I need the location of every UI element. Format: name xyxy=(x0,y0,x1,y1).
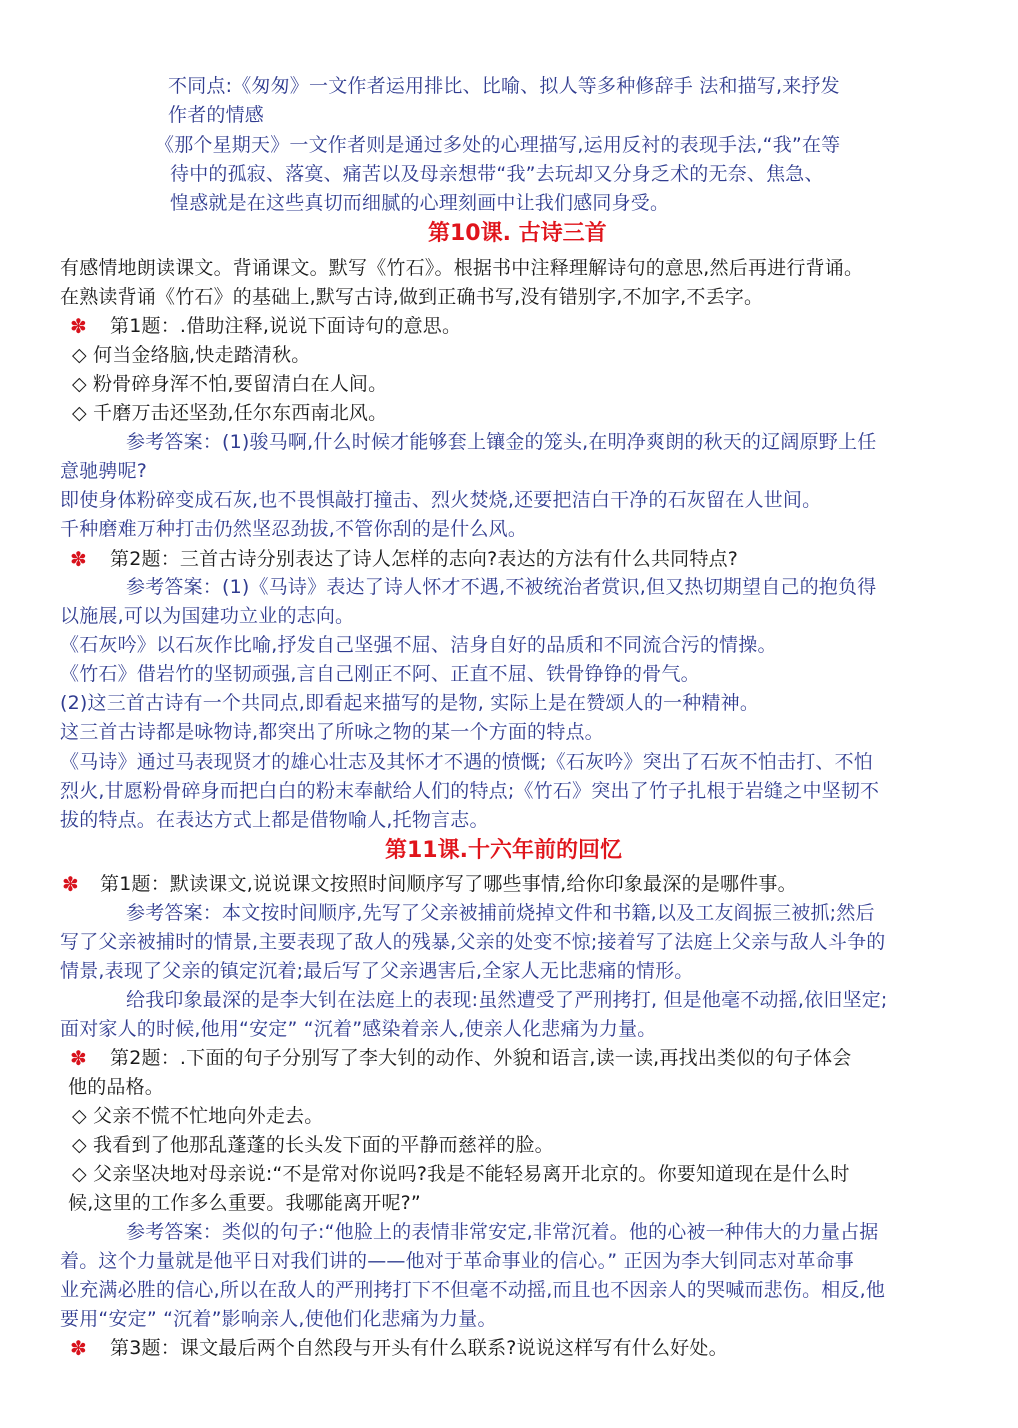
lesson10-a2-line: 拔的特点。在表达方式上都是借物喻人,托物言志。 xyxy=(60,809,489,831)
lesson10-intro-1: 有感情地朗读课文。背诵课文。默写《竹石》。根据书中注释理解诗句的意思,然后再进行背诵。 xyxy=(60,257,864,279)
lesson11-a1-line: 参考答案：本文按时间顺序,先写了父亲被捕前烧掉文件和书籍,以及工友阎振三被抓;然后 xyxy=(126,902,875,924)
lesson10-a1-line: 即使身体粉碎变成石灰,也不畏惧敲打撞击、烈火焚烧,还要把洁白干净的石灰留在人世间。 xyxy=(60,489,822,511)
intro-line-3: 《那个星期天》一文作者则是通过多处的心理描写,运用反衬的表现手法,“我”在等 xyxy=(155,134,841,156)
intro-line-4: 待中的孤寂、落寞、痛苦以及母亲想带“我”去玩却又分身乏术的无奈、焦急、 xyxy=(170,163,824,185)
lesson11-q2: 他的品格。 xyxy=(68,1076,165,1098)
flower-bullet-icon: ✽ xyxy=(70,1046,87,1070)
lesson11-title: 第11课.十六年前的回忆 xyxy=(385,838,622,863)
lesson10-a2-line: (2)这三首古诗有一个共同点,即看起来描写的是物, 实际上是在赞颂人的一种精神。 xyxy=(60,692,760,714)
flower-bullet-icon: ✽ xyxy=(70,314,87,338)
lesson10-a2-line: 参考答案：(1)《马诗》表达了诗人怀才不遇,不被统治者赏识,但又热切期望自己的抱负得 xyxy=(126,576,877,598)
lesson10-a1-line: 千种磨难万种打击仍然坚忍劲拔,不管你刮的是什么风。 xyxy=(60,518,528,540)
flower-bullet-icon: ✽ xyxy=(70,1336,87,1360)
lesson11-q2-item: ◇ 我看到了他那乱蓬蓬的长头发下面的平静而慈祥的脸。 xyxy=(72,1134,554,1156)
lesson11-a1-line: 面对家人的时候,他用“安定” “沉着”感染着亲人,使亲人化悲痛为力量。 xyxy=(60,1018,657,1040)
flower-bullet-icon: ✽ xyxy=(70,547,87,571)
lesson10-q2: 第2题：三首古诗分别表达了诗人怎样的志向?表达的方法有什么共同特点? xyxy=(110,548,739,570)
intro-line-1: 不同点:《匆匆》一文作者运用排比、比喻、拟人等多种修辞手 法和描写,来抒发 xyxy=(168,75,840,97)
flower-bullet-icon: ✽ xyxy=(62,872,79,896)
lesson10-a1-line: 意驰骋呢? xyxy=(60,460,148,482)
lesson10-a2-line: 烈火,甘愿粉骨碎身而把白白的粉末奉献给人们的特点;《竹石》突出了竹子扎根于岩缝之中坚韧不 xyxy=(60,780,880,802)
lesson10-a1-line: 参考答案：(1)骏马啊,什么时候才能够套上镶金的笼头,在明净爽朗的秋天的辽阔原野上任 xyxy=(126,431,877,453)
lesson10-title: 第10课. 古诗三首 xyxy=(428,221,607,246)
lesson10-a2-line: 这三首古诗都是咏物诗,都突出了所咏之物的某一个方面的特点。 xyxy=(60,721,604,743)
lesson11-q2-item: ◇ 父亲坚决地对母亲说:“不是常对你说吗?我是不能轻易离开北京的。你要知道现在是什么时 xyxy=(72,1163,850,1185)
lesson10-a2-line: 《马诗》通过马表现贤才的雄心壮志及其怀才不遇的愤慨;《石灰吟》突出了石灰不怕击打、不怕 xyxy=(60,751,874,773)
lesson11-a2-line: 业充满必胜的信心,所以在敌人的严刑拷打下不但毫不动摇,而且也不因亲人的哭喊而悲伤。相反,他 xyxy=(60,1279,886,1301)
intro-line-5: 惶惑就是在这些真切而细腻的心理刻画中让我们感同身受。 xyxy=(170,192,670,214)
lesson11-a1-line: 给我印象最深的是李大钊在法庭上的表现:虽然遭受了严刑拷打, 但是他毫不动摇,依旧坚定; xyxy=(126,989,888,1011)
lesson11-a1-line: 写了父亲被捕时的情景,主要表现了敌人的残暴,父亲的处变不惊;接着写了法庭上父亲与敌人斗争的 xyxy=(60,931,886,953)
lesson11-q2-item: ◇ 父亲不慌不忙地向外走去。 xyxy=(72,1105,324,1127)
lesson11-a2-line: 参考答案：类似的句子:“他脸上的表情非常安定,非常沉着。他的心被一种伟大的力量占据 xyxy=(126,1221,879,1243)
lesson11-a2-line: 着。这个力量就是他平日对我们讲的——他对于革命事业的信心。” 正因为李大钊同志对革命事 xyxy=(60,1250,854,1272)
lesson10-q1: 第1题：.借助注释,说说下面诗句的意思。 xyxy=(110,315,462,337)
lesson10-a2-line: 《石灰吟》以石灰作比喻,抒发自己坚强不屈、洁身自好的品质和不同流合污的情操。 xyxy=(60,634,777,656)
lesson11-q1: 第1题：默读课文,说说课文按照时间顺序写了哪些事情,给你印象最深的是哪件事。 xyxy=(100,873,797,895)
lesson11-a1-line: 情景,表现了父亲的镇定沉着;最后写了父亲遇害后,全家人无比悲痛的情形。 xyxy=(60,960,694,982)
lesson10-q1-item: ◇ 粉骨碎身浑不怕,要留清白在人间。 xyxy=(72,373,388,395)
lesson11-q2-item: 候,这里的工作多么重要。我哪能离开呢?” xyxy=(68,1192,421,1214)
intro-line-2: 作者的情感 xyxy=(168,104,265,126)
lesson10-a2-line: 《竹石》借岩竹的坚韧顽强,言自己刚正不阿、正直不屈、铁骨铮铮的骨气。 xyxy=(60,663,700,685)
lesson10-q1-item: ◇ 千磨万击还坚劲,任尔东西南北风。 xyxy=(72,402,388,424)
lesson10-q1-item: ◇ 何当金络脑,快走踏清秋。 xyxy=(72,344,311,366)
lesson11-q2: 第2题：.下面的句子分别写了李大钊的动作、外貌和语言,读一读,再找出类似的句子体会 xyxy=(110,1047,852,1069)
lesson10-intro-2: 在熟读背诵《竹石》的基础上,默写古诗,做到正确书写,没有错别字,不加字,不丢字。 xyxy=(60,286,764,308)
lesson10-a2-line: 以施展,可以为国建功立业的志向。 xyxy=(60,605,355,627)
lesson11-a2-line: 要用“安定” “沉着”影响亲人,使他们化悲痛为力量。 xyxy=(60,1308,497,1330)
lesson11-q3: 第3题：课文最后两个自然段与开头有什么联系?说说这样写有什么好处。 xyxy=(110,1337,728,1359)
